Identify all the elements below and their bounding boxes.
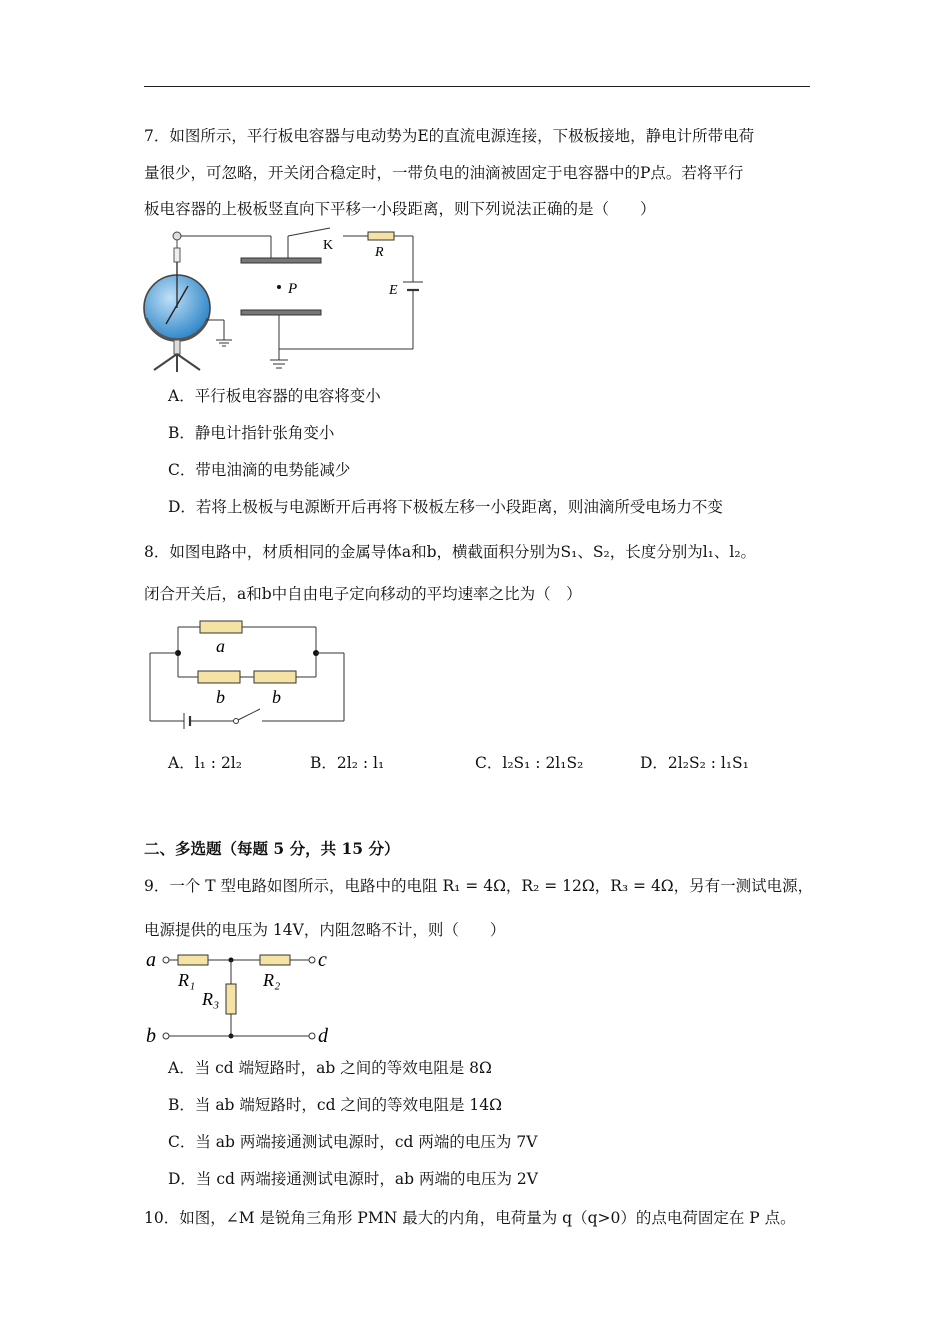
q9-option-b: B．当 ab 端短路时，cd 之间的等效电阻是 14Ω: [168, 1096, 502, 1114]
q8-stem-line2: 闭合开关后，a和b中自由电子定向移动的平均速率之比为（ ）: [144, 585, 582, 603]
q8-option-b: B．2l₂ : l₁: [310, 754, 385, 772]
q7-stem-line1: 7．如图所示，平行板电容器与电动势为E的直流电源连接，下极板接地，静电计所带电荷: [144, 127, 755, 145]
label-a: a: [216, 636, 225, 656]
label-p: P: [288, 281, 298, 297]
q10-stem-line1: 10．如图，∠M 是锐角三角形 PMN 最大的内角，电荷量为 q（q>0）的点电荷固定在 P 点。: [144, 1209, 796, 1227]
q9-stem-line2: 电源提供的电压为 14V，内阻忽略不计，则（ ）: [144, 921, 506, 939]
label-r3: R₃: [202, 989, 220, 1009]
label-b1: b: [216, 687, 225, 707]
q7-stem-line3: 板电容器的上极板竖直向下平移一小段距离，则下列说法正确的是（ ）: [144, 200, 656, 218]
q7-capacitor-figure: [140, 224, 440, 379]
q7-option-a: A．平行板电容器的电容将变小: [168, 387, 381, 405]
header-rule: [144, 86, 810, 87]
q8-option-a: A．l₁ : 2l₂: [168, 754, 242, 772]
q9-t-circuit-figure: [144, 946, 344, 1046]
q7-stem-line2: 量很少，可忽略，开关闭合稳定时，一带负电的油滴被固定于电容器中的P点。若将平行: [144, 164, 744, 182]
label-r2: R₂: [263, 970, 281, 990]
terminal-a: a: [146, 949, 156, 971]
terminal-c: c: [318, 949, 327, 971]
q8-option-d: D．2l₂S₂ : l₁S₁: [640, 754, 749, 772]
q9-option-c: C．当 ab 两端接通测试电源时，cd 两端的电压为 7V: [168, 1133, 538, 1151]
electroscope: [144, 232, 232, 372]
q7-option-c: C．带电油滴的电势能减少: [168, 461, 351, 479]
q7-option-b: B．静电计指针张角变小: [168, 424, 335, 442]
terminal-b: b: [146, 1025, 156, 1047]
label-r1: R₁: [178, 970, 196, 990]
q7-option-d: D．若将上极板与电源断开后再将下极板左移一小段距离，则油滴所受电场力不变: [168, 498, 723, 516]
section-title: 二、多选题（每题 5 分，共 15 分）: [144, 839, 400, 858]
q9-option-a: A．当 cd 端短路时，ab 之间的等效电阻是 8Ω: [168, 1059, 492, 1077]
label-b2: b: [272, 687, 281, 707]
q9-option-d: D．当 cd 两端接通测试电源时，ab 两端的电压为 2V: [168, 1170, 538, 1188]
label-k: K: [323, 238, 334, 253]
q8-option-c: C．l₂S₁ : 2l₁S₂: [475, 754, 584, 772]
label-r: R: [375, 245, 384, 260]
q9-stem-line1: 9．一个 T 型电路如图所示，电路中的电阻 R₁ = 4Ω，R₂ = 12Ω，R₃ = 4Ω，另有一测试电源，: [144, 877, 814, 895]
q8-circuit-figure: [148, 615, 348, 725]
label-e: E: [389, 283, 398, 298]
terminal-d: d: [318, 1025, 328, 1047]
q8-stem-line1: 8．如图电路中，材质相同的金属导体a和b，横截面积分别为S₁、S₂，长度分别为l₁、l₂。: [144, 543, 757, 561]
